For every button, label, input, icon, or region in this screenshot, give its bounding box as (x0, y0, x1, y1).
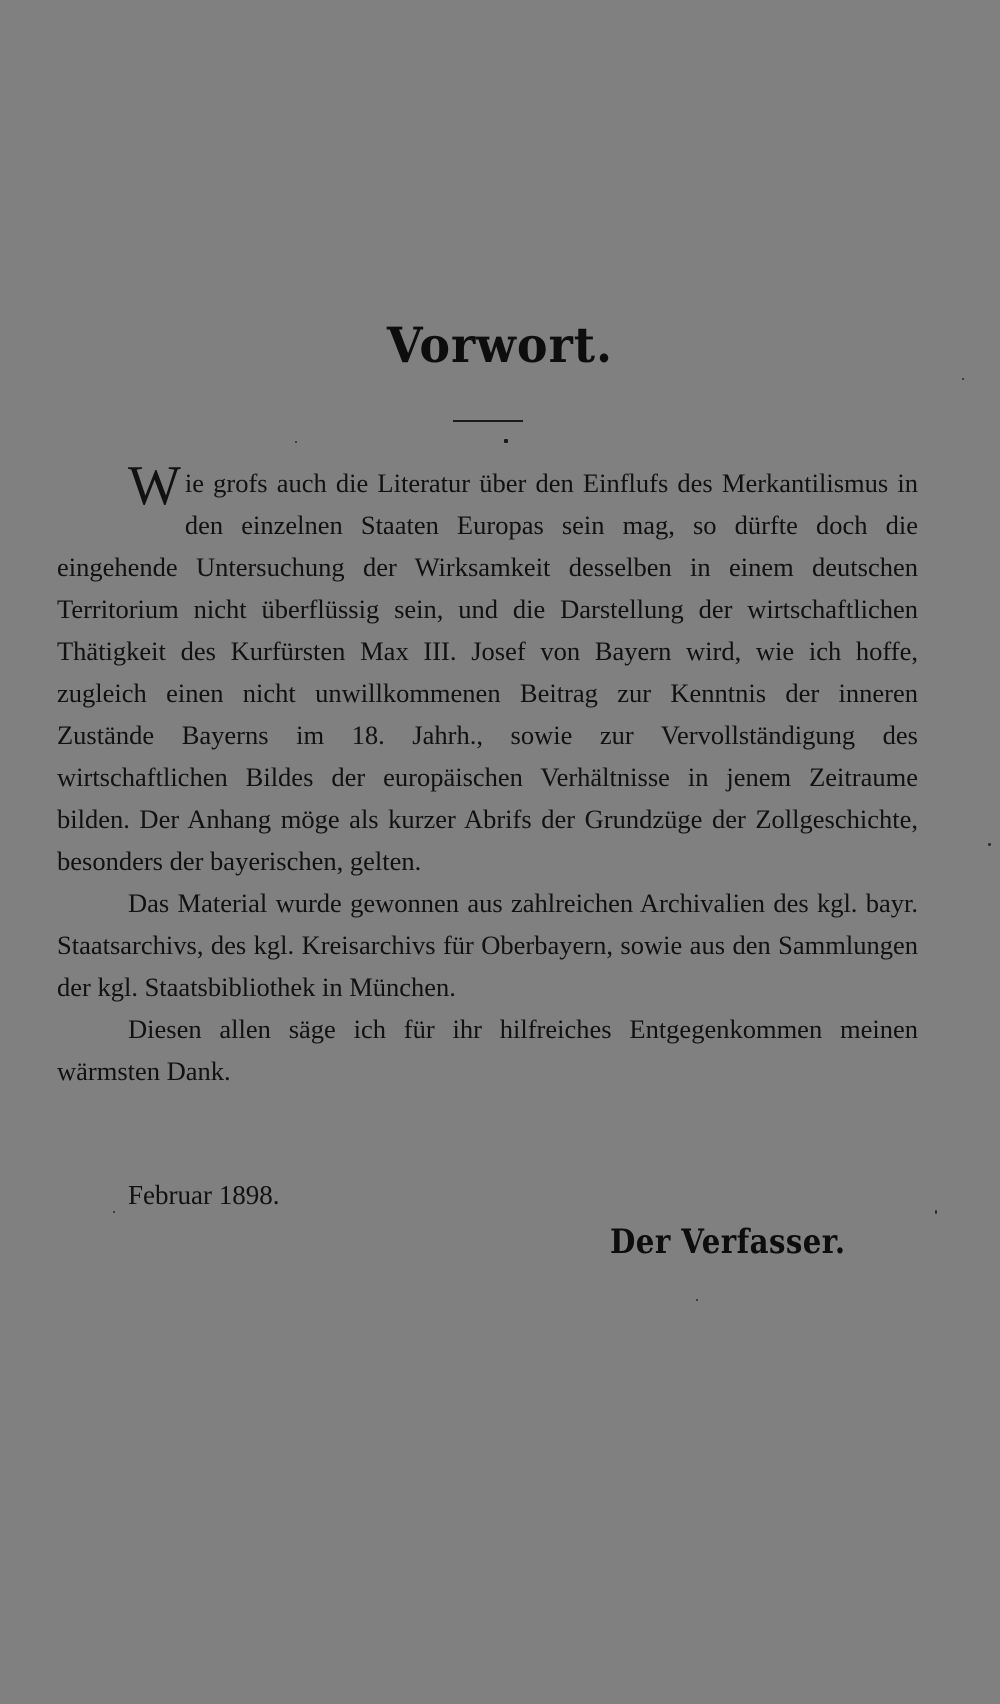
document-date: Februar 1898. (128, 1180, 280, 1210)
scan-speck (113, 1211, 115, 1213)
paragraph-2: Das Material wurde gewonnen aus zahlreichen Archivalien des kgl. bayr. Staatsarchivs, des kgl. Kreisarchivs für Oberbayern, sowie aus den Sammlungen der kgl. Staatsbibliothek in München. (57, 888, 918, 1002)
title-divider (453, 420, 523, 422)
scan-speck (696, 1299, 698, 1301)
scan-speck (962, 378, 964, 380)
scan-speck (988, 843, 991, 846)
scan-speck (295, 441, 297, 443)
divider-dot (504, 439, 508, 443)
scan-speck (935, 1210, 937, 1214)
paragraph-3: Diesen allen säge ich für ihr hilfreiches Entgegenkommen meinen wärmsten Dank. (57, 1014, 918, 1086)
paragraph-1: Wie grofs auch die Literatur über den Einflufs des Merkantilismus in den einzelnen Staaten Europas sein mag, so dürfte doch die eingehende Untersuchung der Wirksamkeit desselben in einem deutschen Territorium nicht überflüssig sein, und die Darstellung der wirtschaftlichen Thätigkeit des Kurfürsten Max III. Josef von Bayern wird, wie ich hoffe, zugleich einen nicht unwillkommenen Beitrag zur Kenntnis der inneren Zustände Bayerns im 18. Jahrh., sowie zur Vervollständigung des wirtschaftlichen Bildes der europäischen Verhältnisse in jenem Zeitraume bilden. Der Anhang möge als kurzer Abrifs der Grundzüge der Zollgeschichte, besonders der bayerischen, gelten. (57, 455, 918, 876)
document-body (57, 455, 918, 1092)
page-title: Vorwort. (386, 316, 614, 374)
signature: Der Verfasser. (610, 1222, 846, 1262)
